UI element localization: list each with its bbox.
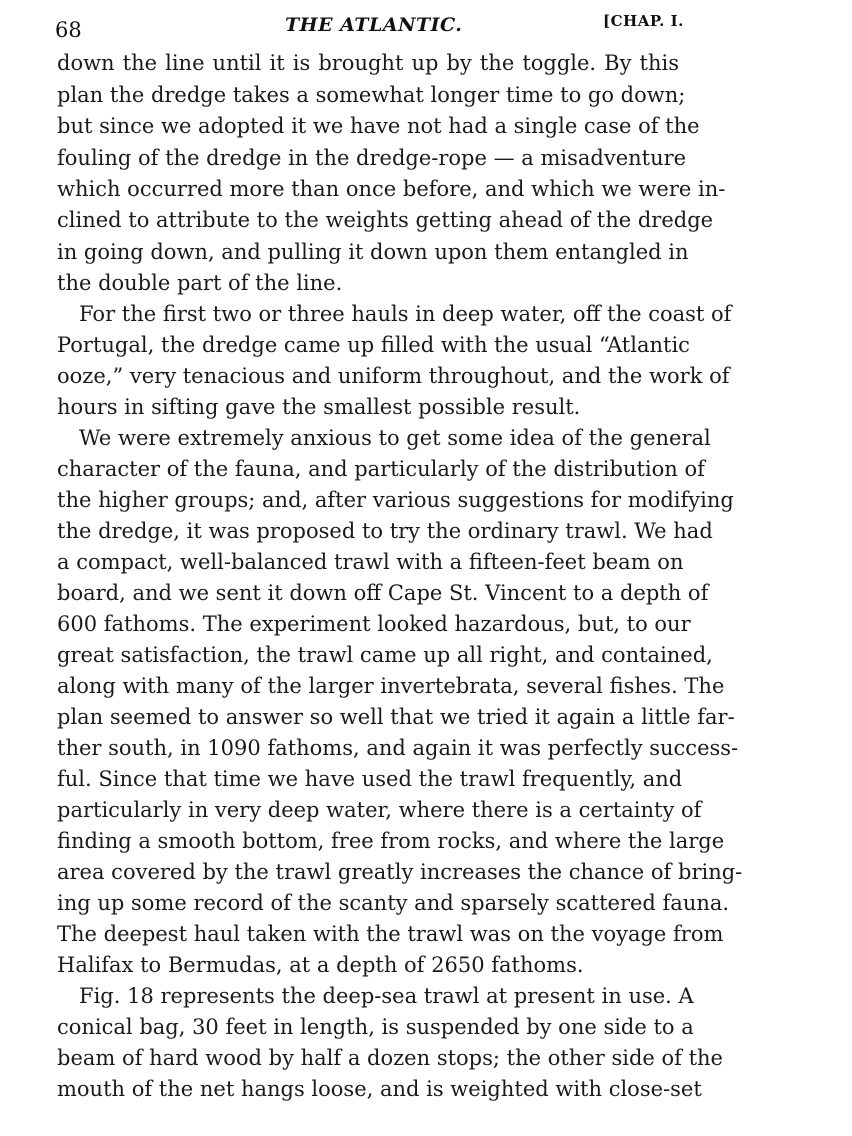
text-line: 600 fathoms. The experiment looked hazardous, but, to our — [57, 612, 691, 636]
chapter-marker: [CHAP. I. — [603, 12, 684, 30]
text-line: conical bag, 30 feet in length, is suspended by one side to a — [57, 1015, 694, 1039]
text-line: clined to attribute to the weights getting ahead of the dredge — [57, 208, 714, 232]
text-line: plan seemed to answer so well that we tried it again a little far- — [57, 705, 735, 729]
text-line: The deepest haul taken with the trawl was on the voyage from — [57, 922, 724, 946]
text-line: in going down, and pulling it down upon them entangled in — [57, 240, 689, 264]
text-line: mouth of the net hangs loose, and is weighted with close-set — [57, 1077, 702, 1101]
text-line: a compact, well-balanced trawl with a fifteen-feet beam on — [57, 550, 684, 574]
text-line: great satisfaction, the trawl came up all right, and contained, — [57, 643, 713, 667]
text-line: For the first two or three hauls in deep water, off the coast of — [79, 302, 732, 326]
text-line: ing up some record of the scanty and sparsely scattered fauna. — [57, 891, 730, 915]
running-title: THE ATLANTIC. — [285, 14, 463, 36]
text-line: ther south, in 1090 fathoms, and again it was perfectly success- — [57, 736, 739, 760]
text-line: Halifax to Bermudas, at a depth of 2650 fathoms. — [57, 953, 584, 977]
text-line: the double part of the line. — [57, 271, 343, 295]
text-line: along with many of the larger invertebrata, several fishes. The — [57, 674, 725, 698]
text-line: particularly in very deep water, where there is a certainty of — [57, 798, 702, 822]
text-line: the dredge, it was proposed to try the ordinary trawl. We had — [57, 519, 713, 543]
text-line: down the line until it is brought up by the toggle. By this — [57, 51, 679, 75]
page-number: 68 — [55, 18, 82, 42]
text-line: ooze,” very tenacious and uniform throughout, and the work of — [57, 364, 730, 388]
text-line: which occurred more than once before, and which we were in- — [57, 177, 726, 201]
text-line: We were extremely anxious to get some idea of the general — [79, 426, 711, 450]
text-line: but since we adopted it we have not had a single case of the — [57, 114, 700, 138]
running-head — [55, 8, 695, 48]
text-line: Fig. 18 represents the deep-sea trawl at present in use. A — [79, 984, 694, 1008]
text-line: plan the dredge takes a somewhat longer time to go down; — [57, 83, 686, 107]
text-line: the higher groups; and, after various suggestions for modifying — [57, 488, 734, 512]
text-line: character of the fauna, and particularly of the distribution of — [57, 457, 705, 481]
text-line: finding a smooth bottom, free from rocks, and where the large — [57, 829, 725, 853]
text-line: beam of hard wood by half a dozen stops; the other side of the — [57, 1046, 723, 1070]
text-line: area covered by the trawl greatly increases the chance of bring- — [57, 860, 743, 884]
text-line: Portugal, the dredge came up filled with the usual “Atlantic — [57, 333, 690, 357]
text-line: hours in sifting gave the smallest possible result. — [57, 395, 581, 419]
text-line: board, and we sent it down off Cape St. Vincent to a depth of — [57, 581, 709, 605]
text-line: ful. Since that time we have used the trawl frequently, and — [57, 767, 683, 791]
text-line: fouling of the dredge in the dredge-rope — a misadventure — [57, 146, 687, 170]
